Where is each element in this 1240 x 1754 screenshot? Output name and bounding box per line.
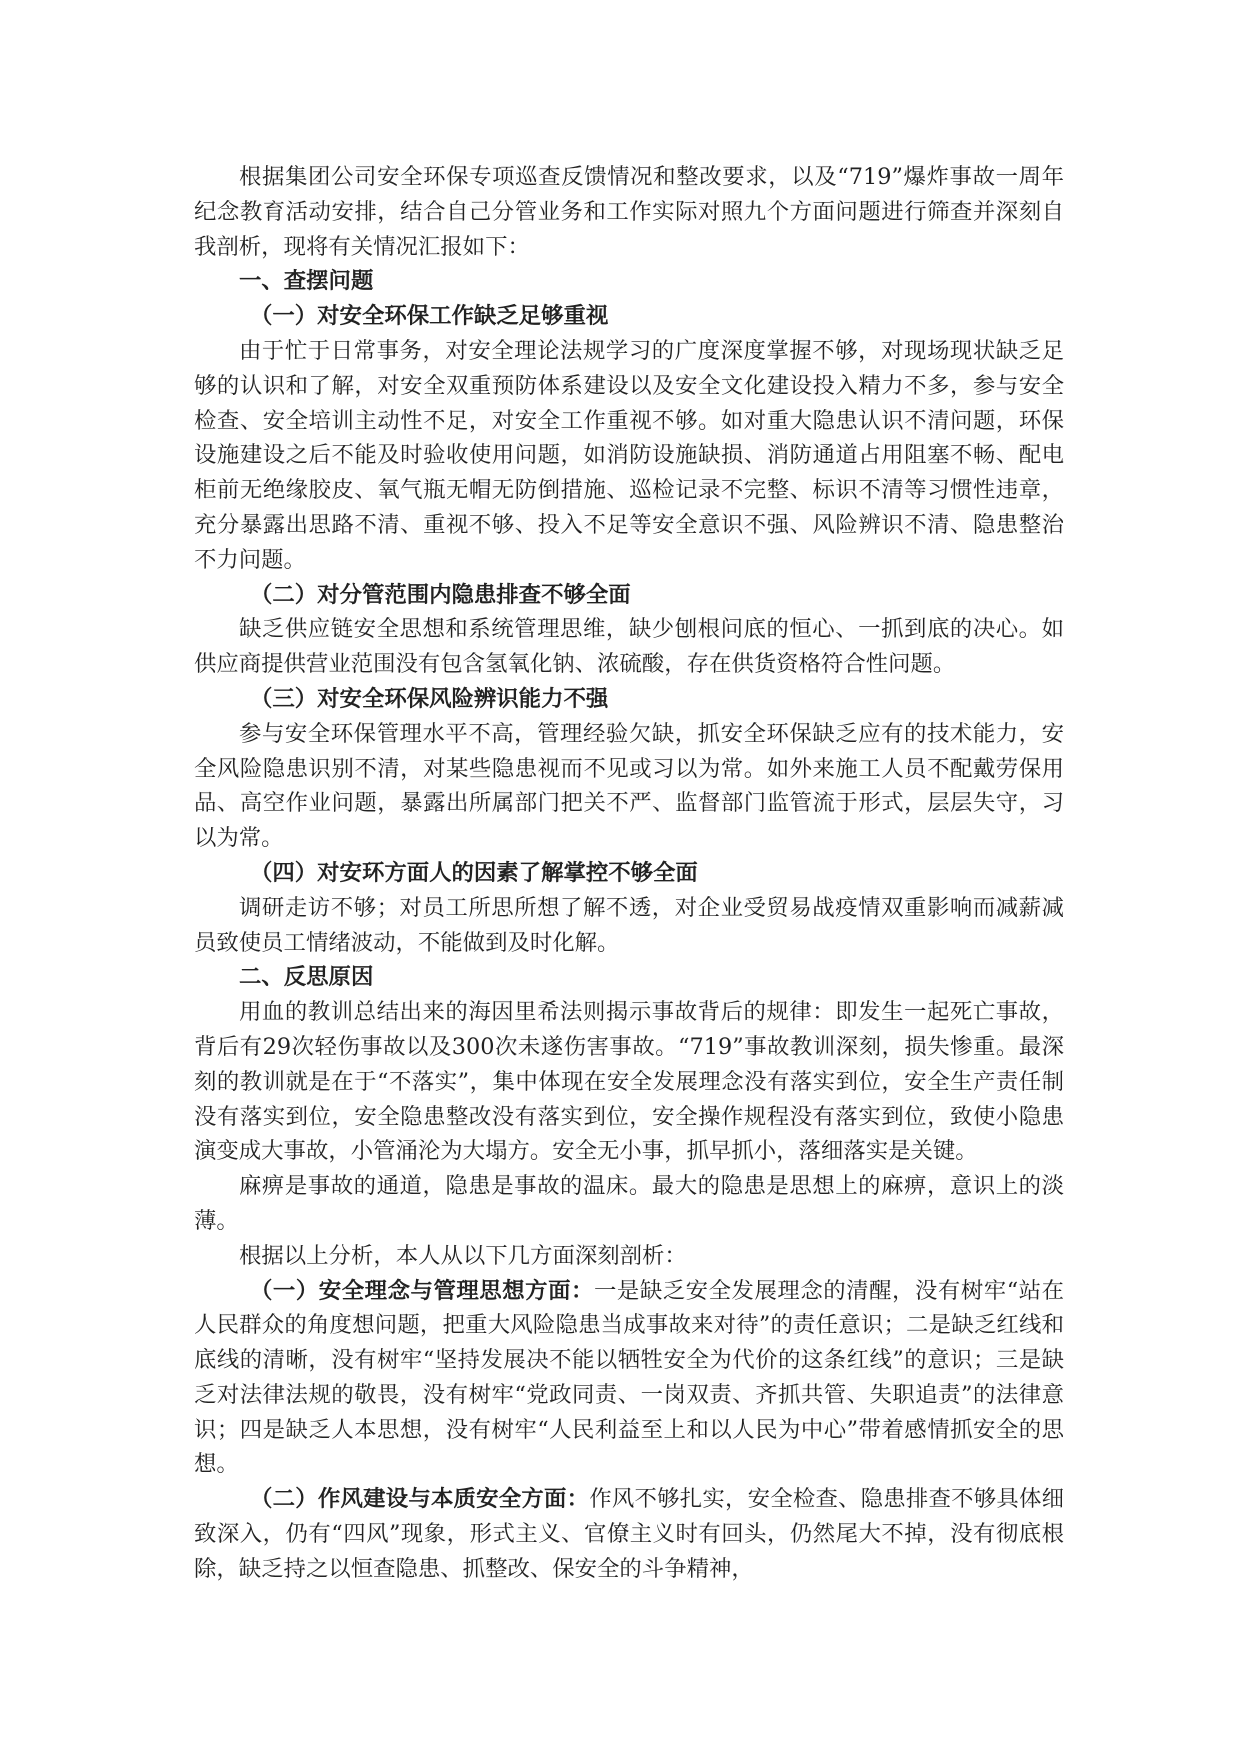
paragraph-1-1: 由于忙于日常事务，对安全理论法规学习的广度深度掌握不够，对现场现状缺乏足够的认识和了解，对安全双重预防体系建设以及安全文化建设投入精力不多，参与安全检查、安全培训主动性不足，对安全工作重视不够。如对重大隐患认识不清问题，环保设施建设之后不能及时验收使用问题，如消防设施缺损、消防通道占用阻塞不畅、配电柜前无绝缘胶皮、氧气瓶无帽无防倒措施、巡检记录不完整、标识不清等习惯性违章，充分暴露出思路不清、重视不够、投入不足等安全意识不强、风险辨识不清、隐患整治不力问题。 (194, 337, 1064, 573)
intro-paragraph: 根据集团公司安全环保专项巡查反馈情况和整改要求，以及“719”爆炸事故一周年纪念教育活动安排，结合自己分管业务和工作实际对照九个方面问题进行筛查并深刻自我剖析，现将有关情况汇报如下： (194, 164, 1064, 260)
subheading-1-1: （一）对安全环保工作缺乏足够重视 (250, 303, 609, 330)
paragraph-2-sub1-lead: （一）安全理念与管理思想方面： (250, 1277, 594, 1304)
paragraph-2-sub2-lead: （二）作风建设与本质安全方面： (250, 1486, 590, 1513)
paragraph-2-sub2-body: 作风不够扎实，安全检查、隐患排查不够具体细致深入，仍有“四风”现象，形式主义、官僚主义时有回头，仍然尾大不掉，没有彻底根除，缺乏持之以恒查隐患、抓整改、保安全的斗争精神， (194, 1486, 1065, 1582)
paragraph-1-3: 参与安全环保管理水平不高，管理经验欠缺，抓安全环保缺乏应有的技术能力，安全风险隐患识别不清，对某些隐患视而不见或习以为常。如外来施工人员不配戴劳保用品、高空作业问题，暴露出所属部门把关不严、监督部门监管流于形式，层层失守，习以为常。 (194, 720, 1064, 852)
paragraph-1-4: 调研走访不够；对员工所思所想了解不透，对企业受贸易战疫情双重影响而减薪减员致使员工情绪波动，不能做到及时化解。 (194, 894, 1064, 956)
paragraph-2-sub1-body: 一是缺乏安全发展理念的清醒，没有树牢“站在人民群众的角度想问题，把重大风险隐患当成事故来对待”的责任意识；二是缺乏红线和底线的清晰，没有树牢“坚持发展决不能以牺牲安全为代价的这条红线”的意识；三是缺乏对法律法规的敬畏，没有树牢“党政同责、一岗双责、齐抓共管、失职追责”的法律意识；四是缺乏人本思想，没有树牢“人民利益至上和以人民为中心”带着感情抓安全的思想。 (194, 1277, 1064, 1478)
section-heading-reasons: 二、反思原因 (239, 964, 374, 991)
section-heading-problems: 一、查摆问题 (239, 268, 374, 295)
subheading-1-2: （二）对分管范围内隐患排查不够全面 (250, 581, 631, 608)
subheading-1-4: （四）对安环方面人的因素了解掌控不够全面 (250, 859, 698, 886)
paragraph-2-sub2 (194, 1482, 1064, 1586)
paragraph-2-sub1 (194, 1274, 1064, 1483)
document-page (194, 160, 1064, 1587)
paragraph-2-1: 用血的教训总结出来的海因里希法则揭示事故背后的规律：即发生一起死亡事故，背后有29次轻伤事故以及300次未遂伤害事故。“719”事故教训深刻，损失惨重。最深刻的教训就是在于“不落实”，集中体现在安全发展理念没有落实到位，安全生产责任制没有落实到位，安全隐患整改没有落实到位，安全操作规程没有落实到位，致使小隐患演变成大事故，小管涌沦为大塌方。安全无小事，抓早抓小，落细落实是关键。 (194, 999, 1064, 1165)
paragraph-1-2: 缺乏供应链安全思想和系统管理思维，缺少刨根问底的恒心、一抓到底的决心。如供应商提供营业范围没有包含氢氧化钠、浓硫酸，存在供货资格符合性问题。 (194, 616, 1064, 678)
subheading-1-3: （三）对安全环保风险辨识能力不强 (250, 685, 609, 712)
paragraph-2-2: 麻痹是事故的通道，隐患是事故的温床。最大的隐患是思想上的麻痹，意识上的淡薄。 (194, 1173, 1064, 1234)
paragraph-2-3: 根据以上分析，本人从以下几方面深刻剖析： (239, 1242, 687, 1269)
